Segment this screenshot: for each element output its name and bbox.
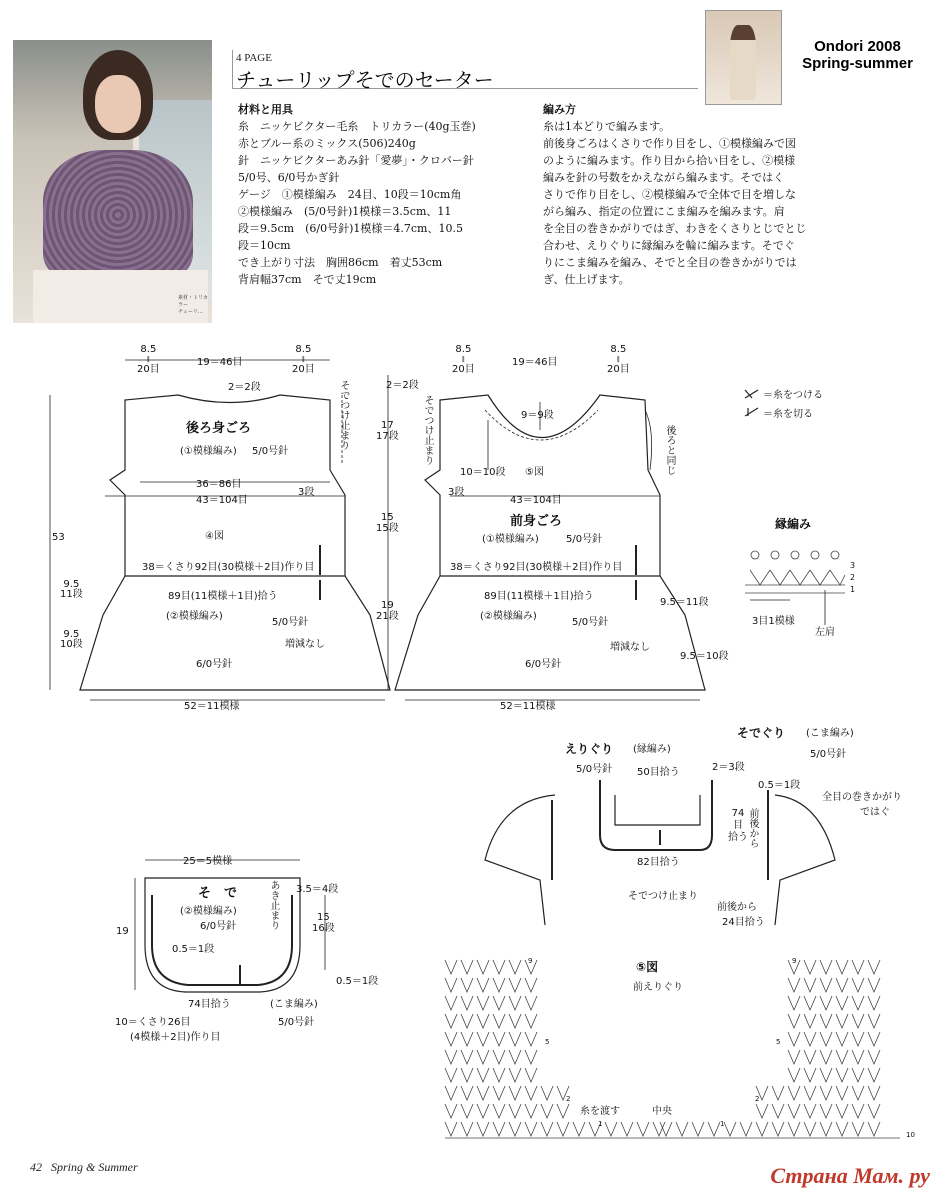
instructions-line: のように編みます。作り目から拾い目をし、②模様 bbox=[543, 154, 796, 167]
edging-title: 縁編み bbox=[775, 517, 812, 531]
back-sleeve-stop: そでつけ止まり bbox=[338, 380, 349, 450]
chart-stitch bbox=[724, 1122, 736, 1136]
chart-stitch bbox=[868, 1014, 880, 1028]
materials-heading: 材料と用具 bbox=[238, 103, 293, 116]
chart-stitch bbox=[445, 978, 457, 992]
materials-line: 段＝10cm bbox=[238, 239, 291, 252]
chart-stitch bbox=[820, 1086, 832, 1100]
chart-stitch bbox=[836, 978, 848, 992]
chart-stitch bbox=[804, 1068, 816, 1082]
chart-stitch bbox=[820, 978, 832, 992]
chart-row-left-5: 5 bbox=[545, 1038, 550, 1046]
chart-stitch bbox=[868, 996, 880, 1010]
chart-stitch bbox=[820, 1068, 832, 1082]
chart-stitch bbox=[868, 1032, 880, 1046]
chart-stitch bbox=[541, 1104, 553, 1118]
chart-stitch bbox=[461, 978, 473, 992]
chart-row-right-10: 10 bbox=[906, 1131, 915, 1139]
neckline-pick-82: 82目拾う bbox=[637, 857, 680, 868]
chart-stitch bbox=[509, 1050, 521, 1064]
sleeve-width: 25＝5模様 bbox=[183, 856, 233, 867]
chart-stitch bbox=[868, 1122, 880, 1136]
legend-attach-yarn: ＝糸をつける bbox=[763, 390, 823, 401]
chart-stitch bbox=[852, 1014, 864, 1028]
front-bottom-width: 52＝11模様 bbox=[500, 701, 556, 712]
sleeve-pick-up: 74目拾う bbox=[188, 999, 231, 1010]
back-neck-rows: 2＝2段 bbox=[228, 382, 261, 393]
back-top-right-cm: 8.5 bbox=[295, 344, 312, 355]
front-figure-ref: ⑤図 bbox=[525, 467, 544, 478]
photo-tag-line1: 素材・トリカラー bbox=[178, 295, 208, 308]
front-needle-2: 5/0号針 bbox=[572, 617, 609, 628]
neckline-pick-50: 50目拾う bbox=[637, 767, 680, 778]
chart-stitch bbox=[868, 1068, 880, 1082]
chart-stitch bbox=[820, 996, 832, 1010]
front-top-left-stitches: 20目 bbox=[452, 364, 475, 375]
chart-stitch bbox=[477, 996, 489, 1010]
chart-stitch bbox=[509, 1068, 521, 1082]
armhole-whip-stitch-2: ではぐ bbox=[860, 807, 890, 818]
back-no-increase: 増減なし bbox=[285, 639, 325, 650]
back-pick-up: 89目(11模様＋1目)拾う bbox=[168, 591, 278, 602]
edging-repeat: 3目1模様 bbox=[752, 616, 795, 627]
chart-stitch bbox=[836, 996, 848, 1010]
center-dim-c bbox=[376, 600, 399, 622]
series-name: Spring & Summer bbox=[51, 1160, 138, 1174]
chart-stitch bbox=[804, 1032, 816, 1046]
photo-tag-line2: チューリ… bbox=[178, 309, 203, 315]
chart-stitch bbox=[525, 1014, 537, 1028]
center-c-rows: 21段 bbox=[376, 611, 399, 622]
chart-stitch bbox=[445, 1050, 457, 1064]
armhole-needle: 5/0号針 bbox=[810, 749, 847, 760]
materials-line: 赤とブルー系のミックス(506)240g bbox=[238, 137, 416, 150]
chart-stitch bbox=[573, 1122, 585, 1136]
materials-line: ②模様編み (5/0号針)1模様＝3.5cm、11 bbox=[238, 205, 452, 218]
chart-stitch bbox=[820, 1104, 832, 1118]
chart-stitch bbox=[509, 1104, 521, 1118]
armhole-subtitle: (こま編み) bbox=[806, 728, 854, 739]
chart-stitch bbox=[445, 1086, 457, 1100]
chart-stitch bbox=[525, 996, 537, 1010]
equals-mark: ‖ bbox=[461, 356, 465, 363]
center-dim-b bbox=[376, 512, 399, 534]
neckline-rows: 2＝3段 bbox=[712, 762, 745, 773]
armhole-whip-stitch: 全目の巻きかがり bbox=[822, 792, 902, 803]
neckline-needle: 5/0号針 bbox=[576, 764, 613, 775]
chart-stitch bbox=[788, 1086, 800, 1100]
back-figure-ref: ④図 bbox=[205, 531, 224, 542]
chart-stitch bbox=[445, 1014, 457, 1028]
sleeve-sc-needle: 5/0号針 bbox=[278, 1017, 315, 1028]
materials-line: でき上がり寸法 胸囲86cm 着丈53cm bbox=[238, 256, 443, 269]
neckline-subtitle: (縁編み) bbox=[633, 744, 671, 755]
legend-cut-yarn: ＝糸を切る bbox=[763, 409, 813, 420]
front-neck-depth: 9＝9段 bbox=[521, 410, 554, 421]
back-needle-3: 6/0号針 bbox=[196, 659, 233, 670]
front-chain-cast-on: 38＝くさり92目(30模様＋2目)作り目 bbox=[450, 562, 623, 573]
back-lower-height-1 bbox=[60, 580, 83, 600]
instructions-line: ぎ、仕上げます。 bbox=[543, 273, 630, 286]
chart-stitch bbox=[461, 996, 473, 1010]
chart-stitch bbox=[477, 1014, 489, 1028]
front-pattern: (①模様編み) bbox=[482, 534, 539, 545]
chart-stitch bbox=[836, 1050, 848, 1064]
neckline-title: えりぐり bbox=[565, 742, 614, 756]
chart-stitch bbox=[820, 1122, 832, 1136]
chart-stitch bbox=[804, 1122, 816, 1136]
center-b-cm: 15 bbox=[381, 512, 394, 523]
page-footer bbox=[30, 1160, 138, 1175]
chart-stitch bbox=[772, 1104, 784, 1118]
materials-line: ゲージ ①模様編み 24目、10段＝10cm角 bbox=[238, 188, 462, 201]
armhole-pick-24: 24目拾う bbox=[722, 917, 765, 928]
instructions-line: 編みを針の号数をかえながら編みます。そではく bbox=[543, 171, 785, 184]
armhole-pick-74-verb: 拾う bbox=[728, 832, 748, 843]
chart-stitch bbox=[820, 1032, 832, 1046]
legend-symbols bbox=[745, 390, 758, 416]
sleeve-top-rows: 3.5＝4段 bbox=[296, 884, 339, 895]
chart-stitch bbox=[852, 978, 864, 992]
front-top-mid-dim: 19＝46目 bbox=[512, 357, 558, 368]
chart-stitch bbox=[557, 1104, 569, 1118]
materials-line: 段＝9.5cm (6/0号針)1模様＝4.7cm、10.5 bbox=[238, 222, 463, 235]
chart-stitch bbox=[836, 1014, 848, 1028]
armhole-front-back: 前後から bbox=[747, 808, 758, 848]
chart-stitch bbox=[477, 1122, 489, 1136]
back-width-43: 43＝104目 bbox=[196, 495, 248, 506]
chart-stitch bbox=[445, 1032, 457, 1046]
chart-stitch bbox=[788, 1032, 800, 1046]
back-needle: 5/0号針 bbox=[252, 446, 289, 457]
armhole-pick-74-num: 74 bbox=[731, 808, 745, 819]
chart-stitch bbox=[852, 1104, 864, 1118]
back-h1-rows: 11段 bbox=[60, 589, 83, 600]
chart-stitch bbox=[493, 978, 505, 992]
chart-stitch bbox=[493, 960, 505, 974]
chart-stitch bbox=[509, 978, 521, 992]
chart-stitch bbox=[445, 960, 457, 974]
chart-stitch bbox=[477, 1104, 489, 1118]
front-top-left-cm: 8.5 bbox=[455, 344, 472, 355]
back-pattern: (①模様編み) bbox=[180, 446, 237, 457]
chart-stitch bbox=[788, 1122, 800, 1136]
front-needle: 5/0号針 bbox=[566, 534, 603, 545]
chart-stitch bbox=[852, 1122, 864, 1136]
armhole-front-back-2: 前後から bbox=[717, 902, 757, 913]
chart-stitch bbox=[509, 1014, 521, 1028]
chart-stitch bbox=[461, 1104, 473, 1118]
back-top-right-dim bbox=[292, 345, 315, 375]
sleeve-pattern: (②模様編み) bbox=[180, 906, 237, 917]
center-a-rows: 17段 bbox=[376, 431, 399, 442]
chart-subtitle: 前えりぐり bbox=[633, 982, 683, 993]
sleeve-opening-stop: あき止まり bbox=[268, 880, 279, 930]
chart-stitch bbox=[804, 1086, 816, 1100]
chart-stitch bbox=[445, 1068, 457, 1082]
chart-stitch bbox=[740, 1122, 752, 1136]
instructions-line: がら編み、指定の位置にこま編みを編みます。肩 bbox=[543, 205, 785, 218]
chart-stitch bbox=[804, 996, 816, 1010]
chart-stitch bbox=[525, 1050, 537, 1064]
front-height-10: 10＝10段 bbox=[460, 467, 506, 478]
chart-stitch bbox=[820, 1050, 832, 1064]
back-top-left-stitches: 20目 bbox=[137, 364, 160, 375]
center-top-rows: 2＝2段 bbox=[386, 380, 419, 391]
back-top-left-cm: 8.5 bbox=[140, 344, 157, 355]
sleeve-needle: 6/0号針 bbox=[200, 921, 237, 932]
chart-stitch bbox=[525, 1068, 537, 1082]
back-lower-height-2 bbox=[60, 630, 83, 650]
chart-stitch bbox=[788, 1104, 800, 1118]
chart-stitch bbox=[557, 1122, 569, 1136]
center-b-rows: 15段 bbox=[376, 523, 399, 534]
back-rows-3: 3段 bbox=[298, 487, 315, 498]
page-number: 42 bbox=[30, 1160, 42, 1174]
front-sleeve-stop: そでつけ止まり bbox=[422, 395, 433, 465]
chart-row-left-2: 2 bbox=[566, 1095, 571, 1103]
chart-stitch bbox=[477, 1050, 489, 1064]
instructions-line: 合わせ、えりぐりに縁編みを輪に編みます。そでぐ bbox=[543, 239, 795, 252]
chart-stitch bbox=[820, 960, 832, 974]
edging-row-1: 1 bbox=[850, 585, 856, 594]
back-chain-cast-on: 38＝くさり92目(30模様＋2目)作り目 bbox=[142, 562, 315, 573]
edging-row-2: 2 bbox=[850, 573, 856, 582]
chart-stitch bbox=[477, 960, 489, 974]
back-title: 後ろ身ごろ bbox=[186, 421, 252, 436]
chart-stitch bbox=[461, 1014, 473, 1028]
back-bottom-width: 52＝11模様 bbox=[184, 701, 240, 712]
pattern-title: チューリップそでのセーター bbox=[236, 68, 494, 92]
chart-stitch bbox=[477, 1086, 489, 1100]
equals-mark: ‖ bbox=[146, 356, 150, 363]
chart-row-right-1: 1 bbox=[720, 1120, 725, 1128]
chart-stitch bbox=[461, 960, 473, 974]
chart-stitch bbox=[541, 1086, 553, 1100]
chart-stitch bbox=[788, 1068, 800, 1082]
materials-line: 糸 ニッケビクター毛糸 トリカラー(40g玉巻) bbox=[238, 120, 476, 133]
sleeve-chain: 10＝くさり26目 bbox=[115, 1017, 191, 1028]
chart-stitch bbox=[836, 1122, 848, 1136]
front-title: 前身ごろ bbox=[510, 514, 563, 529]
chart-stitch bbox=[788, 996, 800, 1010]
page-reference: 4 PAGE bbox=[236, 52, 272, 64]
chart-stitch bbox=[493, 1068, 505, 1082]
armhole-pick-74-unit: 目 bbox=[733, 820, 743, 831]
chart-stitch bbox=[461, 1050, 473, 1064]
sleeve-title: そ で bbox=[198, 886, 238, 901]
chart-stitch bbox=[509, 960, 521, 974]
equals-mark: ‖ bbox=[301, 356, 305, 363]
edging-row-3: 3 bbox=[850, 561, 856, 570]
chart-stitch bbox=[772, 1122, 784, 1136]
sleeve-half-row-right: 0.5＝1段 bbox=[336, 976, 379, 987]
front-pick-up: 89目(11模様＋1目)拾う bbox=[484, 591, 594, 602]
chart-stitch bbox=[788, 978, 800, 992]
chart-stitch bbox=[621, 1122, 633, 1136]
chart-stitch bbox=[756, 1122, 768, 1136]
armhole-half-row: 0.5＝1段 bbox=[758, 780, 801, 791]
chart-stitch bbox=[756, 1104, 768, 1118]
instructions-line: さりで作り目をし、②模様編みで全体で目を増しな bbox=[543, 188, 796, 201]
chart-stitch bbox=[804, 1050, 816, 1064]
chart-stitch bbox=[804, 978, 816, 992]
chart-stitch bbox=[804, 1104, 816, 1118]
instructions-line: を全目の巻きかがりではぎ、わきをくさりとじでとじ bbox=[543, 222, 807, 235]
chart-row-right-5: 5 bbox=[776, 1038, 781, 1046]
sleeve-height: 19 bbox=[116, 926, 129, 937]
chart-stitch bbox=[525, 1104, 537, 1118]
chart-center: 中央 bbox=[652, 1106, 672, 1117]
chart-stitch bbox=[493, 996, 505, 1010]
chart-stitch bbox=[836, 1104, 848, 1118]
chart-stitch bbox=[493, 1032, 505, 1046]
front-top-right-dim bbox=[607, 345, 630, 375]
front-body-outline bbox=[388, 375, 705, 700]
chart-row-right-2: 2 bbox=[755, 1095, 760, 1103]
chart-stitch bbox=[461, 1086, 473, 1100]
chart-stitch bbox=[868, 960, 880, 974]
front-top-right-stitches: 20目 bbox=[607, 364, 630, 375]
chart-stitch bbox=[637, 1122, 649, 1136]
chart-stitch bbox=[509, 996, 521, 1010]
chart-stitch bbox=[836, 1032, 848, 1046]
chart-stitch bbox=[852, 1068, 864, 1082]
chart-pass-yarn: 糸を渡す bbox=[580, 1106, 620, 1117]
back-h1-cm: 9.5 bbox=[63, 579, 80, 590]
chart-stitch bbox=[788, 1014, 800, 1028]
back-needle-2: 5/0号針 bbox=[272, 617, 309, 628]
front-width-43: 43＝104目 bbox=[510, 495, 562, 506]
front-lower-height-2: 9.5＝10段 bbox=[680, 651, 729, 662]
back-h2-rows: 10段 bbox=[60, 639, 83, 650]
chart-stitch bbox=[708, 1122, 720, 1136]
chart-stitch bbox=[525, 978, 537, 992]
chart-stitch bbox=[605, 1122, 617, 1136]
chart-stitch bbox=[509, 1086, 521, 1100]
center-c-cm: 19 bbox=[381, 600, 394, 611]
materials-line: 背肩幅37cm そで丈19cm bbox=[238, 273, 377, 286]
back-width-36: 36＝86目 bbox=[196, 479, 242, 490]
chart-stitch bbox=[509, 1032, 521, 1046]
chart-stitch bbox=[493, 1104, 505, 1118]
chart-stitch bbox=[868, 978, 880, 992]
front-top-right-cm: 8.5 bbox=[610, 344, 627, 355]
chart-stitch bbox=[868, 1104, 880, 1118]
chart-stitch bbox=[541, 1122, 553, 1136]
back-top-mid-dim: 19＝46目 bbox=[197, 357, 243, 368]
chart-stitch bbox=[525, 1122, 537, 1136]
chart-stitch bbox=[493, 1014, 505, 1028]
back-top-right-stitches: 20目 bbox=[292, 364, 315, 375]
back-top-left-dim bbox=[137, 345, 160, 375]
chart-stitch bbox=[461, 1122, 473, 1136]
chart-stitch bbox=[852, 960, 864, 974]
instructions-line: 糸は1本どりで編みます。 bbox=[543, 120, 671, 133]
chart-stitch bbox=[868, 1050, 880, 1064]
equals-mark: ‖ bbox=[616, 356, 620, 363]
chart-stitch bbox=[493, 1122, 505, 1136]
chart-stitch bbox=[509, 1122, 521, 1136]
chart-stitch bbox=[493, 1050, 505, 1064]
chart-stitch bbox=[493, 1086, 505, 1100]
back-total-height: 53 bbox=[52, 532, 65, 543]
front-pattern-2: (②模様編み) bbox=[480, 611, 537, 622]
sleeve-single-crochet: (こま編み) bbox=[270, 999, 318, 1010]
chart-stitch bbox=[804, 960, 816, 974]
chart-stitch bbox=[461, 1032, 473, 1046]
chart-stitch bbox=[820, 1014, 832, 1028]
chart-title: ⑤図 bbox=[636, 960, 659, 974]
sleeve-mid-rows: 16段 bbox=[312, 923, 335, 934]
chart-stitch bbox=[772, 1086, 784, 1100]
chart-stitch bbox=[788, 1050, 800, 1064]
instructions-line: りにこま編みを編み、そでと全目の巻きかがりでは bbox=[543, 256, 797, 269]
chart-stitch bbox=[804, 1014, 816, 1028]
magazine-season: Spring-summer bbox=[802, 55, 913, 72]
materials-line: 5/0号、6/0号かぎ針 bbox=[238, 171, 340, 184]
instructions-heading: 編み方 bbox=[543, 103, 576, 116]
chart-stitch bbox=[525, 1086, 537, 1100]
front-needle-3: 6/0号針 bbox=[525, 659, 562, 670]
chart-stitch bbox=[692, 1122, 704, 1136]
chart-stitch bbox=[836, 960, 848, 974]
materials-line: 針 ニッケビクターあみ針「愛夢」・クロバー針 bbox=[238, 154, 474, 167]
chart-row-right-9: 9 bbox=[792, 957, 797, 965]
back-pattern-2: (②模様編み) bbox=[166, 611, 223, 622]
sleeve-chain-2: (4模様＋2目)作り目 bbox=[130, 1032, 221, 1043]
chart-stitch bbox=[525, 1032, 537, 1046]
instructions-line: 前後身ごろはくさりで作り目をし、①模様編みで図 bbox=[543, 137, 796, 150]
edging-left-shoulder: 左肩 bbox=[815, 627, 835, 638]
magazine-name: Ondori 2008 bbox=[814, 38, 901, 55]
chart-stitch bbox=[852, 1050, 864, 1064]
watermark: Страна Мам. ру bbox=[770, 1163, 930, 1188]
chart-stitch bbox=[852, 996, 864, 1010]
sleeve-mid-height bbox=[312, 912, 335, 934]
armhole-title: そでぐり bbox=[737, 726, 786, 740]
chart-stitch bbox=[868, 1086, 880, 1100]
chart-stitch bbox=[477, 1068, 489, 1082]
back-h2-cm: 9.5 bbox=[63, 629, 80, 640]
chart-row-left-9: 9 bbox=[528, 957, 533, 965]
front-no-increase: 増減なし bbox=[610, 642, 650, 653]
neckline-sleeve-stop: そでつけ止まり bbox=[628, 891, 698, 902]
front-top-left-dim bbox=[452, 345, 475, 375]
front-rows-3: 3段 bbox=[448, 487, 465, 498]
chart-stitch bbox=[852, 1032, 864, 1046]
center-a-cm: 17 bbox=[381, 420, 394, 431]
chart-stitch bbox=[836, 1068, 848, 1082]
chart-stitch bbox=[445, 996, 457, 1010]
sleeve-half-row-left: 0.5＝1段 bbox=[172, 944, 215, 955]
chart-row-left-1: 1 bbox=[598, 1120, 603, 1128]
chart-stitch bbox=[461, 1068, 473, 1082]
chart-stitch bbox=[445, 1104, 457, 1118]
chart-stitch bbox=[477, 978, 489, 992]
center-dim-a bbox=[376, 420, 399, 442]
sleeve-mid-cm: 15 bbox=[317, 912, 330, 923]
chart-stitch bbox=[676, 1122, 688, 1136]
front-same-as-back: 後ろと同じ bbox=[664, 425, 675, 475]
chart-stitch bbox=[852, 1086, 864, 1100]
front-lower-height-1: 9.5＝11段 bbox=[660, 597, 709, 608]
chart-stitch bbox=[836, 1086, 848, 1100]
chart-stitch bbox=[477, 1032, 489, 1046]
chart-stitch bbox=[445, 1122, 457, 1136]
